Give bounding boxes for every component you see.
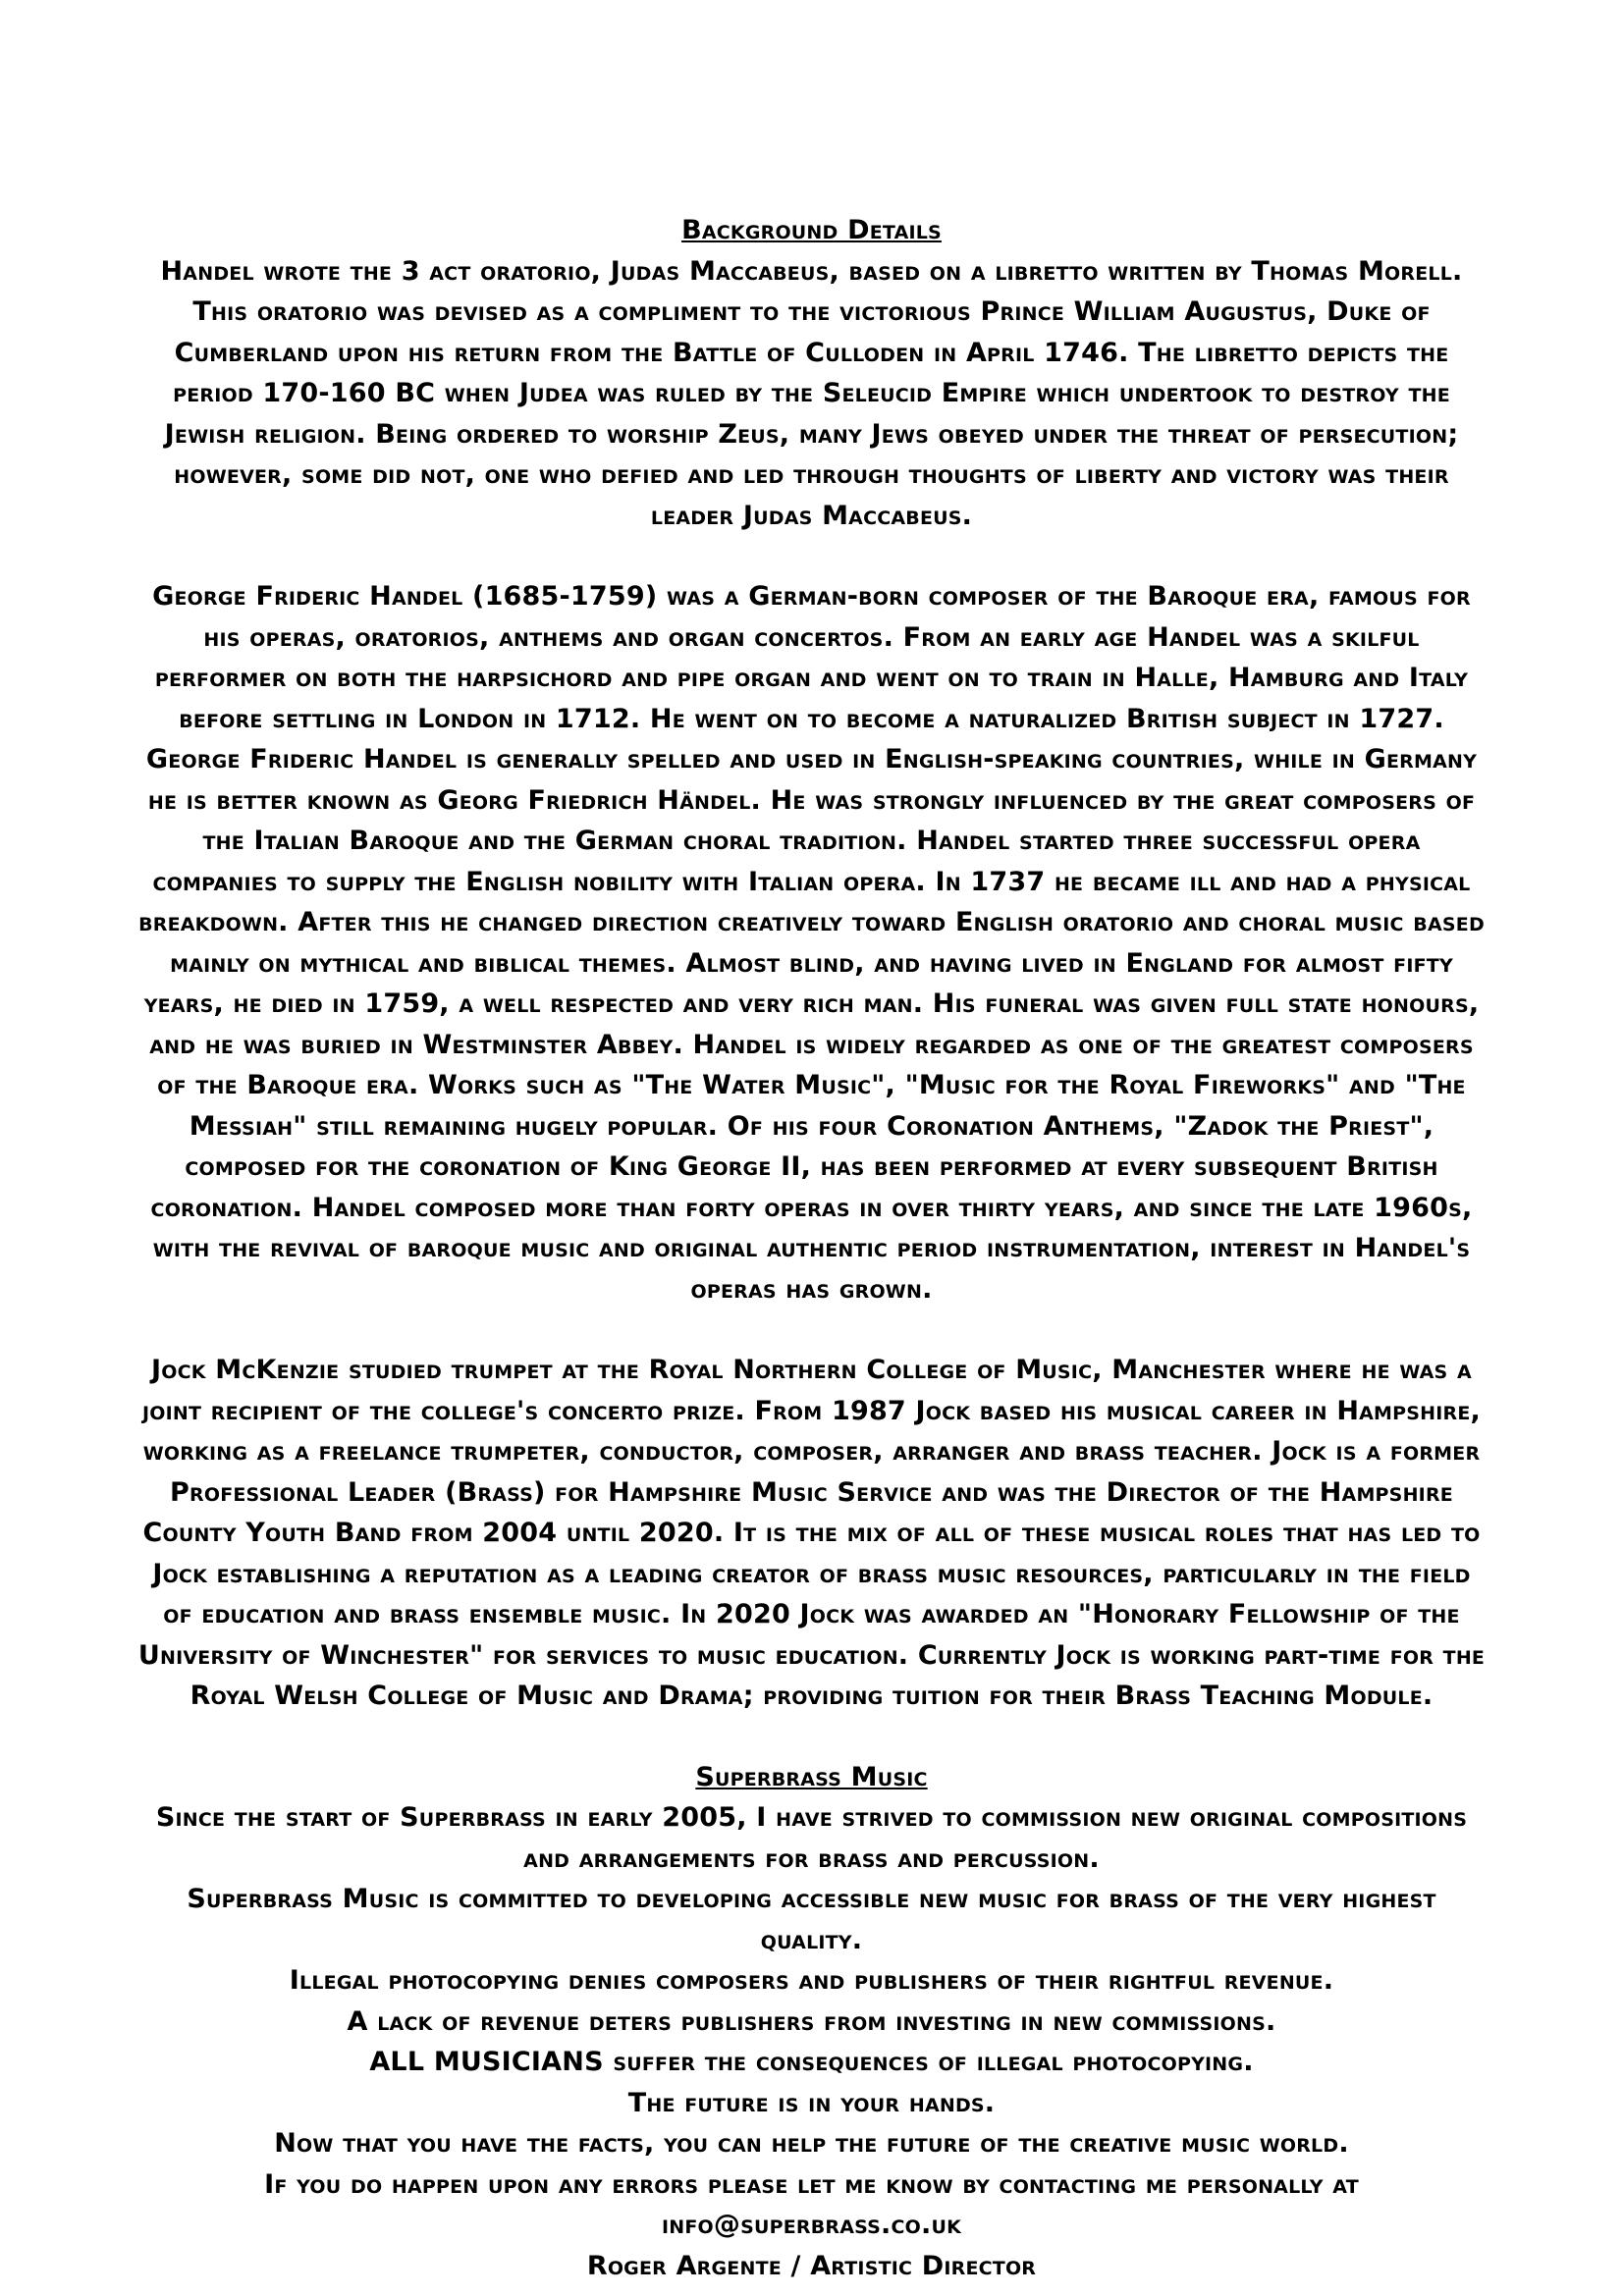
- superbrass-line-2: Superbrass Music is committed to developing accessible new music for brass of the very highest quality.: [187, 1884, 1436, 1955]
- jock-mckenzie-paragraph: Jock McKenzie studied trumpet at the Royal Northern College of Music, Manchester where he was a joint recipient of the college's concerto prize. From 1987 Jock based his musical career in Hampshire, working as a freelance trumpeter, conductor, composer, arranger and brass teacher. Jock is a former Professional Leader (Brass) for Hampshire Music Service and was the Director of the Hampshire County Youth Band from 2004 until 2020. It is the mix of all of these musical roles that has led to Jock establishing a reputation as a leading creator of brass music resources, particularly in the field of education and brass ensemble music. In 2020 Jock was awarded an "Honorary Fellowship of the University of Winchester" for services to music education. Currently Jock is working part-time for the Royal Welsh College of Music and Drama; providing tuition for their Brass Teaching Module.: [137, 1355, 1486, 1711]
- signature-line: Roger Argente / Artistic Director: [586, 2250, 1037, 2281]
- consequences-text: suffer the consequences of illegal photocopying.: [603, 2047, 1254, 2077]
- superbrass-line-5: [137, 2042, 1486, 2083]
- judas-maccabeus-paragraph: Handel wrote the 3 act oratorio, Judas Maccabeus, based on a libretto written by Thomas Morell. This oratorio was devised as a compliment to the victorious Prince William Augustus, Duke of Cumberland upon his return from the Battle of Culloden in April 1746. The libretto depicts the period 170-160 BC when Judea was ruled by the Seleucid Empire which undertook to destroy the Jewish religion. Being ordered to worship Zeus, many Jews obeyed under the threat of persecution; however, some did not, one who defied and led through thoughts of liberty and victory was their leader Judas Maccabeus.: [160, 255, 1463, 531]
- superbrass-line-3: Illegal photocopying denies composers and publishers of their rightful revenue.: [289, 1965, 1334, 1996]
- background-details-heading: Background Details: [681, 215, 942, 245]
- paragraph-spacer: [137, 1309, 1486, 1350]
- superbrass-line-7: Now that you have the facts, you can help the future of the creative music world.: [274, 2128, 1349, 2159]
- paragraph-spacer: [137, 536, 1486, 576]
- section-spacer: [137, 1717, 1486, 1757]
- handel-biography-paragraph: George Frideric Handel (1685-1759) was a German-born composer of the Baroque era, famous for his operas, oratorios, anthems and organ concertos. From an early age Handel was a skilful performer on both the harpsichord and pipe organ and went on to train in Halle, Hamburg and Italy before settling in London in 1712. He went on to become a naturalized British subject in 1727. George Frideric Handel is generally spelled and used in English-speaking countries, while in Germany he is better known as Georg Friedrich Händel. He was strongly influenced by the great composers of the Italian Baroque and the German choral tradition. Handel started three successful opera companies to supply the English nobility with Italian opera. In 1737 he became ill and had a physical breakdown. After this he changed direction creatively toward English oratorio and choral music based mainly on mythical and biblical themes. Almost blind, and having lived in England for almost fifty years, he died in 1759, a well respected and very rich man. His funeral was given full state honours, and he was buried in Westminster Abbey. Handel is widely regarded as one of the greatest composers of the Baroque era. Works such as "The Water Music", "Music for the Royal Fireworks" and "The Messiah" still remaining hugely popular. Of his four Coronation Anthems, "Zadok the Priest", composed for the coronation of King George II, has been performed at every subsequent British coronation. Handel composed more than forty operas in over thirty years, and since the late 1960s, with the revival of baroque music and original authentic period instrumentation, interest in Handel's operas has grown.: [138, 581, 1485, 1305]
- superbrass-music-heading: Superbrass Music: [695, 1761, 928, 1792]
- superbrass-line-4: A lack of revenue deters publishers from investing in new commissions.: [347, 2005, 1276, 2037]
- superbrass-line-8: If you do happen upon any errors please let me know by contacting me personally at info@superbrass.co.uk: [264, 2168, 1359, 2240]
- document-page: [137, 210, 1486, 2286]
- superbrass-line-6: The future is in your hands.: [627, 2087, 996, 2118]
- all-musicians-text: ALL MUSICIANS: [369, 2047, 604, 2077]
- superbrass-line-1: Since the start of Superbrass in early 2005, I have strived to commission new original compositions and arrangements for brass and percussion.: [155, 1802, 1468, 1874]
